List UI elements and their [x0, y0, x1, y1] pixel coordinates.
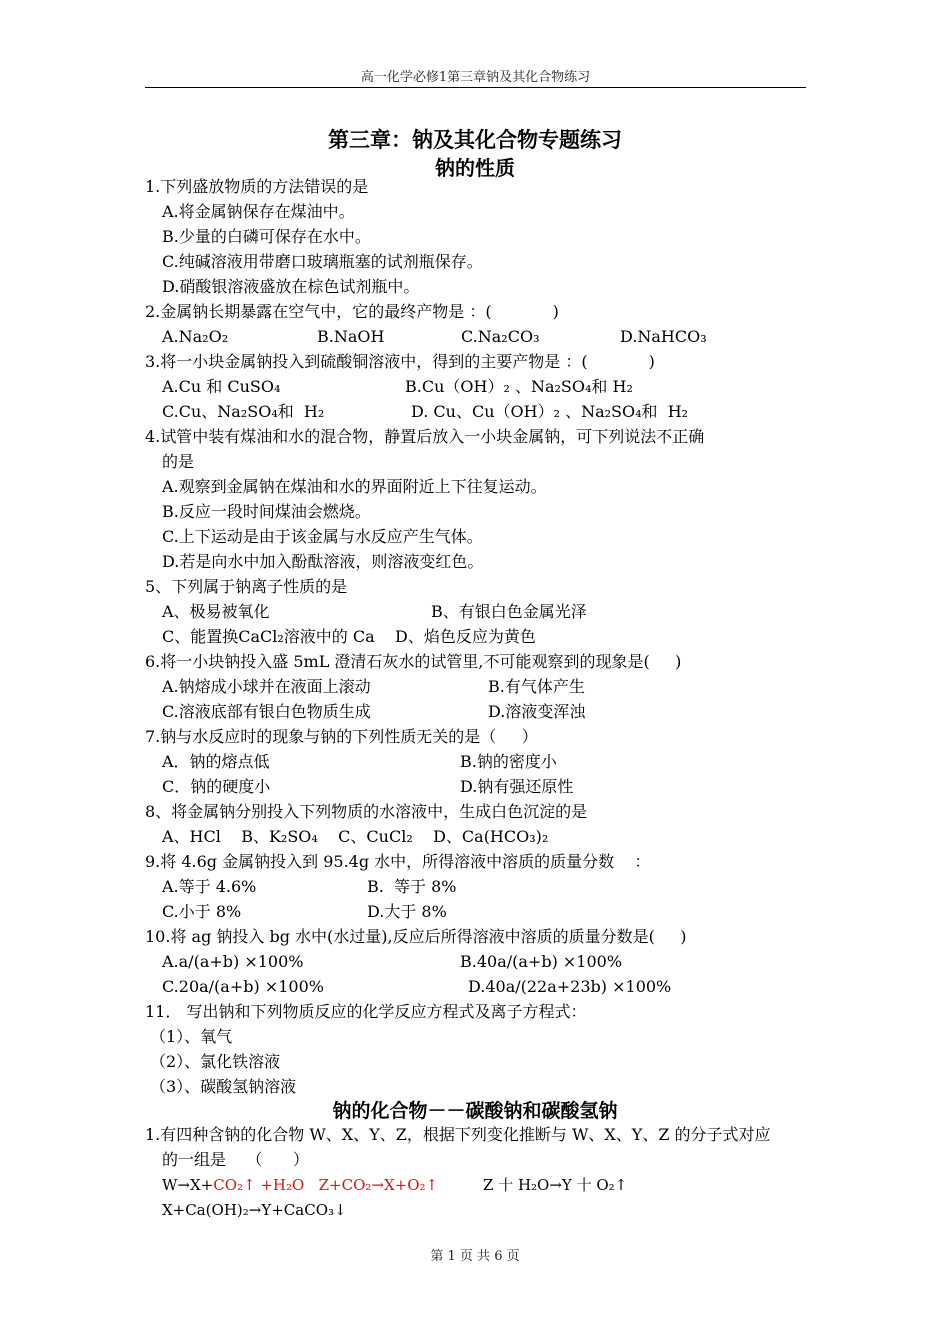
- q1-option-d: D.硝酸银溶液盛放在棕色试剂瓶中。: [162, 277, 420, 296]
- q10-option-b: B.40a/(a+b) ×100%: [460, 952, 623, 971]
- question-9: 9.将 4.6g 金属钠投入到 95.4g 水中，所得溶液中溶质的质量分数 ：: [145, 852, 651, 871]
- question-1: 1.下列盛放物质的方法错误的是: [145, 177, 369, 196]
- q10-option-c: C.20a/(a+b) ×100%: [162, 977, 324, 996]
- q5-options-cd: C、能置换CaCl₂溶液中的 Ca D、焰色反应为黄色: [162, 627, 536, 646]
- q4-option-d: D.若是向水中加入酚酞溶液，则溶液变红色。: [162, 552, 484, 571]
- q11-item-2: （2）、氯化铁溶液: [150, 1052, 281, 1071]
- q4-option-a: A.观察到金属钠在煤油和水的界面附近上下往复运动。: [162, 477, 547, 496]
- q10-option-a: A.a/(a+b) ×100%: [162, 952, 304, 971]
- q4-option-c: C.上下运动是由于该金属与水反应产生气体。: [162, 527, 483, 546]
- q2-option-d: D.NaHCO₃: [620, 327, 707, 346]
- q1-option-c: C.纯碱溶液用带磨口玻璃瓶塞的试剂瓶保存。: [162, 252, 483, 271]
- q6-option-a: A.钠熔成小球并在液面上滚动: [162, 677, 371, 696]
- question-4: 4.试管中装有煤油和水的混合物，静置后放入一小块金属钠，可下列说法不正确: [145, 427, 705, 446]
- q11-item-1: （1）、氧气: [150, 1027, 233, 1046]
- equation-1-start: W→X+: [162, 1176, 214, 1194]
- header-divider: [145, 87, 806, 88]
- q10-option-d: D.40a/(22a+23b) ×100%: [468, 977, 672, 996]
- q3-option-c: C.Cu、Na₂SO₄和 H₂: [162, 402, 325, 421]
- q6-option-c: C.溶液底部有银白色物质生成: [162, 702, 371, 721]
- question-7: 7.钠与水反应时的现象与钠的下列性质无关的是（ ）: [145, 727, 538, 746]
- q7-option-a: A．钠的熔点低: [162, 752, 270, 771]
- q8-options: A、HCl B、K₂SO₄ C、CuCl₂ D、Ca(HCO₃)₂: [162, 827, 549, 846]
- section2-question-1: 1.有四种含钠的化合物 W、X、Y、Z，根据下列变化推断与 W、X、Y、Z 的分子式对应: [145, 1125, 771, 1144]
- q9-option-a: A.等于 4.6%: [162, 877, 257, 896]
- equation-3: X+Ca(OH)₂→Y+CaCO₃↓: [162, 1201, 347, 1219]
- q5-option-a: A、极易被氧化: [162, 602, 270, 621]
- q4-option-b: B.反应一段时间煤油会燃烧。: [162, 502, 371, 521]
- page-header: 高一化学必修1第三章钠及其化合物练习: [360, 70, 591, 85]
- document-title: 第三章：钠及其化合物专题练习: [328, 128, 622, 152]
- q6-option-d: D.溶液变浑浊: [488, 702, 586, 721]
- q6-option-b: B.有气体产生: [488, 677, 585, 696]
- q5-option-b: B、有银白色金属光泽: [431, 602, 587, 621]
- q7-option-b: B.钠的密度小: [460, 752, 557, 771]
- question-11: 11． 写出钠和下列物质反应的化学反应方程式及离子方程式：: [145, 1002, 587, 1021]
- q2-option-a: A.Na₂O₂: [162, 327, 229, 346]
- section-title-sodium-properties: 钠的性质: [435, 156, 515, 180]
- equation-2: Z 十 H₂O→Y 十 O₂↑: [483, 1176, 628, 1194]
- q1-option-a: A.将金属钠保存在煤油中。: [162, 202, 355, 221]
- question-5: 5、下列属于钠离子性质的是: [145, 577, 348, 596]
- q9-option-b: B. 等于 8%: [367, 877, 457, 896]
- question-8: 8、将金属钠分别投入下列物质的水溶液中，生成白色沉淀的是: [145, 802, 588, 821]
- section-title-sodium-compounds: 钠的化合物－－碳酸钠和碳酸氢钠: [332, 1100, 618, 1122]
- question-10: 10.将 ag 钠投入 bg 水中(水过量),反应后所得溶液中溶质的质量分数是( ): [145, 927, 687, 946]
- q11-item-3: （3）、碳酸氢钠溶液: [150, 1077, 297, 1096]
- question-6: 6.将一小块钠投入盛 5mL 澄清石灰水的试管里,不可能观察到的现象是( ): [145, 652, 682, 671]
- q9-option-c: C.小于 8%: [162, 902, 242, 921]
- page-footer: 第 1 页 共 6 页: [430, 1249, 520, 1264]
- equation-1: [162, 1174, 438, 1196]
- q9-option-d: D.大于 8%: [367, 902, 447, 921]
- equation-1-highlighted: CO₂↑ +H₂O Z+CO₂→X+O₂↑: [213, 1176, 439, 1194]
- section2-question-1-continued: 的一组是 （ ）: [162, 1150, 309, 1169]
- q2-option-b: B.NaOH: [317, 327, 385, 346]
- q3-option-b: B.Cu（OH）₂ 、Na₂SO₄和 H₂: [405, 377, 633, 396]
- question-3: 3.将一小块金属钠投入到硫酸铜溶液中，得到的主要产物是 ：( ): [145, 352, 655, 371]
- q2-option-c: C.Na₂CO₃: [461, 327, 540, 346]
- question-4-continued: 的是: [162, 452, 195, 471]
- q3-option-d: D. Cu、Cu（OH）₂ 、Na₂SO₄和 H₂: [411, 402, 689, 421]
- question-2: 2.金属钠长期暴露在空气中，它的最终产物是 ：( ): [145, 302, 559, 321]
- q7-option-c: C．钠的硬度小: [162, 777, 271, 796]
- q7-option-d: D.钠有强还原性: [460, 777, 574, 796]
- q3-option-a: A.Cu 和 CuSO₄: [162, 377, 281, 396]
- q1-option-b: B.少量的白磷可保存在水中。: [162, 227, 371, 246]
